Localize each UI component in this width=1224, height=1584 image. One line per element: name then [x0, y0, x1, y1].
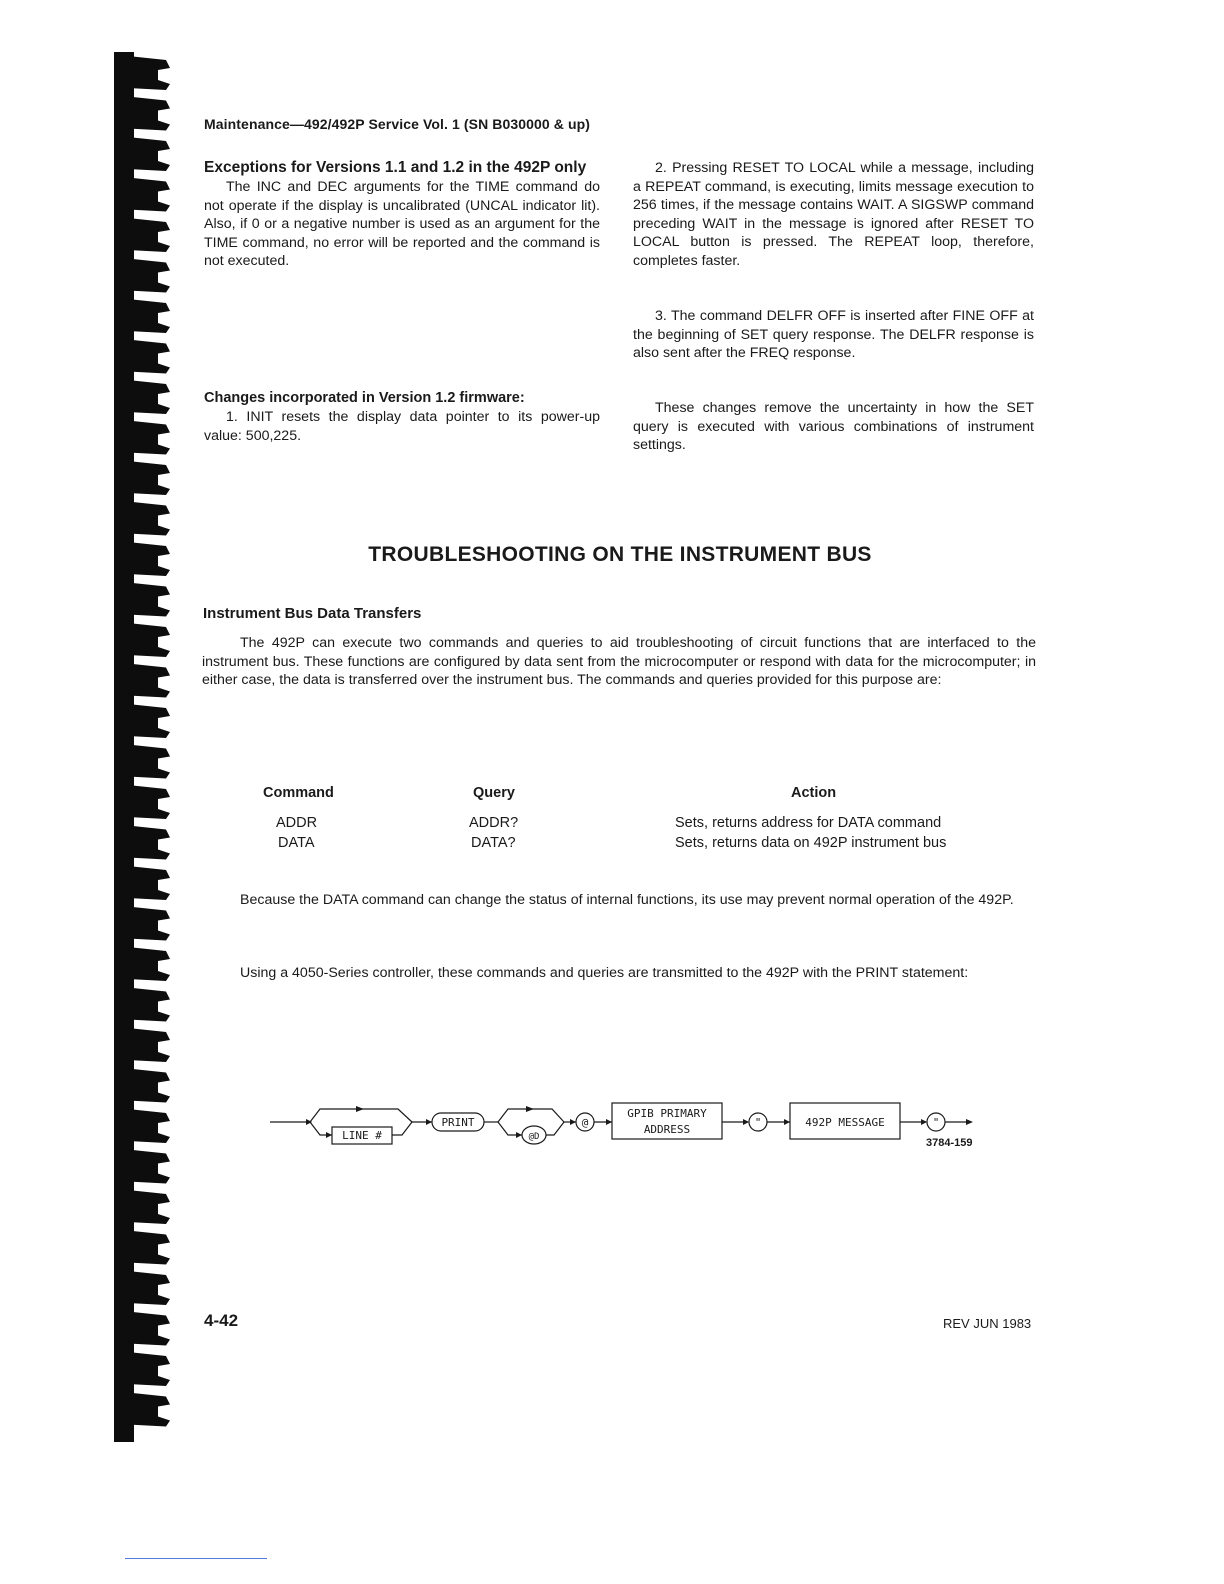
left-column-changes — [204, 389, 600, 445]
binding-tooth — [128, 1069, 170, 1103]
controller-paragraph: Using a 4050-Series controller, these commands and queries are transmitted to the 492P with the PRINT statement: — [240, 965, 969, 981]
line-number-label: LINE # — [342, 1129, 382, 1142]
page-number: 4-42 — [204, 1311, 239, 1330]
quote-open-label: " — [754, 1116, 762, 1129]
table-cell-command: DATA — [278, 835, 315, 851]
binding-tooth — [128, 421, 170, 455]
message-label: 492P MESSAGE — [805, 1116, 885, 1129]
arrow-head — [516, 1132, 522, 1138]
gpib-label-line2: ADDRESS — [643, 1123, 691, 1136]
arrow-head — [326, 1132, 332, 1138]
binding-tooth — [128, 1352, 170, 1386]
binding-tooth — [128, 664, 170, 698]
arrow-head — [784, 1119, 790, 1125]
binding-tooth — [128, 1231, 170, 1265]
figure-id: 3784-159 — [926, 1137, 973, 1149]
at-label: @ — [581, 1116, 589, 1129]
exceptions-body: The INC and DEC arguments for the TIME command do not operate if the display is uncalibrated (UNCAL indicator lit). Also, if 0 or a negative number is used as an argument for the TIME command, no error will be reported and the command is not executed. — [204, 179, 600, 270]
arrow-head — [966, 1119, 973, 1125]
changes-item-1: 1. INIT resets the display data pointer to its power-up value: 500,225. — [204, 409, 600, 444]
table-cell-command: ADDR — [276, 815, 318, 831]
binding-tooth — [128, 704, 170, 738]
arrow-head — [356, 1106, 364, 1112]
binding-tooth — [128, 1109, 170, 1143]
table-cell-query: DATA? — [471, 835, 516, 851]
changes-title: Changes incorporated in Version 1.2 firmware: — [204, 390, 525, 406]
arrow-head — [921, 1119, 927, 1125]
table-header-query: Query — [473, 785, 515, 801]
binding-tooth — [128, 745, 170, 779]
page-header: Maintenance—492/492P Service Vol. 1 (SN B030000 & up) — [204, 116, 591, 132]
binding-tooth — [128, 1190, 170, 1224]
print-label: PRINT — [441, 1116, 475, 1129]
binding-tooth — [128, 461, 170, 495]
binding-tooth — [128, 340, 170, 374]
binding-tooth — [128, 137, 170, 171]
binding-tooth — [128, 56, 170, 90]
binding-tooth — [128, 947, 170, 981]
table-cell-action: Sets, returns address for DATA command — [675, 815, 942, 831]
bus-intro-paragraph: The 492P can execute two commands and queries to aid troubleshooting of circuit functions that are interfaced to the instrument bus. These functions are configured by data sent from the microcomputer or respond with data for the microcomputer; in either case, the data is transferred over the instrument bus. The commands and queries provided for this purpose are: — [202, 635, 1036, 689]
quote-close-label: " — [932, 1116, 940, 1129]
binding-tooth — [128, 1393, 170, 1427]
binding-tooth — [128, 623, 170, 657]
table-header-action: Action — [791, 785, 837, 801]
binding-tooth — [128, 299, 170, 333]
syntax-line — [498, 1122, 522, 1135]
right-column-summary — [633, 399, 1034, 455]
syntax-line — [546, 1122, 564, 1135]
arrow-head — [526, 1106, 534, 1112]
binding-tooth — [128, 785, 170, 819]
changes-item-3: 3. The command DELFR OFF is inserted after FINE OFF at the beginning of SET query response. The DELFR response is also sent after the FREQ response. — [633, 308, 1034, 362]
binding-tooth — [128, 866, 170, 900]
binding-tooth — [128, 1028, 170, 1062]
binding-tooth — [128, 218, 170, 252]
bus-subtitle: Instrument Bus Data Transfers — [203, 605, 422, 622]
binding-tooth — [128, 583, 170, 617]
print-syntax-diagram — [270, 1095, 990, 1155]
syntax-line — [310, 1122, 332, 1135]
binding-tooth — [128, 259, 170, 293]
binding-strip — [108, 52, 178, 1452]
changes-item-2: 2. Pressing RESET TO LOCAL while a message, including a REPEAT command, is executing, limits message execution to 256 times, if the message contains WAIT. A SIGSWP command preceding WAIT in the message is ignored after RESET TO LOCAL button is pressed. The REPEAT loop, therefore, completes faster. — [633, 160, 1034, 269]
syntax-line — [310, 1109, 412, 1122]
binding-tooth — [128, 97, 170, 131]
arrow-head — [426, 1119, 432, 1125]
left-column-exceptions — [204, 157, 600, 271]
arrow-head — [606, 1119, 612, 1125]
syntax-line — [498, 1109, 564, 1122]
exceptions-title: Exceptions for Versions 1.1 and 1.2 in the 492P only — [204, 159, 587, 176]
binding-tooth — [128, 826, 170, 860]
right-column-item-2 — [633, 159, 1034, 271]
binding-tooth — [128, 1312, 170, 1346]
section-title: TROUBLESHOOTING ON THE INSTRUMENT BUS — [368, 543, 872, 566]
gpib-label-line1: GPIB PRIMARY — [627, 1107, 707, 1120]
table-cell-query: ADDR? — [469, 815, 519, 831]
table-cell-action: Sets, returns data on 492P instrument bus — [675, 835, 947, 851]
binding-tooth — [128, 542, 170, 576]
right-column-item-3 — [633, 307, 1034, 363]
binding-tooth — [128, 907, 170, 941]
changes-summary: These changes remove the uncertainty in how the SET query is executed with various combinations of instrument settings. — [633, 400, 1034, 454]
binding-tooth — [128, 502, 170, 536]
binding-tooth — [128, 380, 170, 414]
table-header-command: Command — [263, 785, 334, 801]
revision-date: REV JUN 1983 — [943, 1316, 1032, 1331]
binding-tooth — [128, 178, 170, 212]
syntax-line — [392, 1122, 412, 1135]
bottom-rule — [125, 1558, 267, 1559]
warning-paragraph: Because the DATA command can change the status of internal functions, its use may prevent normal operation of the 492P. — [240, 892, 1014, 908]
arrow-head — [570, 1119, 576, 1125]
arrow-head — [743, 1119, 749, 1125]
pd-label: @D — [528, 1132, 540, 1142]
binding-tooth — [128, 1271, 170, 1305]
binding-tooth — [128, 1150, 170, 1184]
binding-tooth — [128, 988, 170, 1022]
